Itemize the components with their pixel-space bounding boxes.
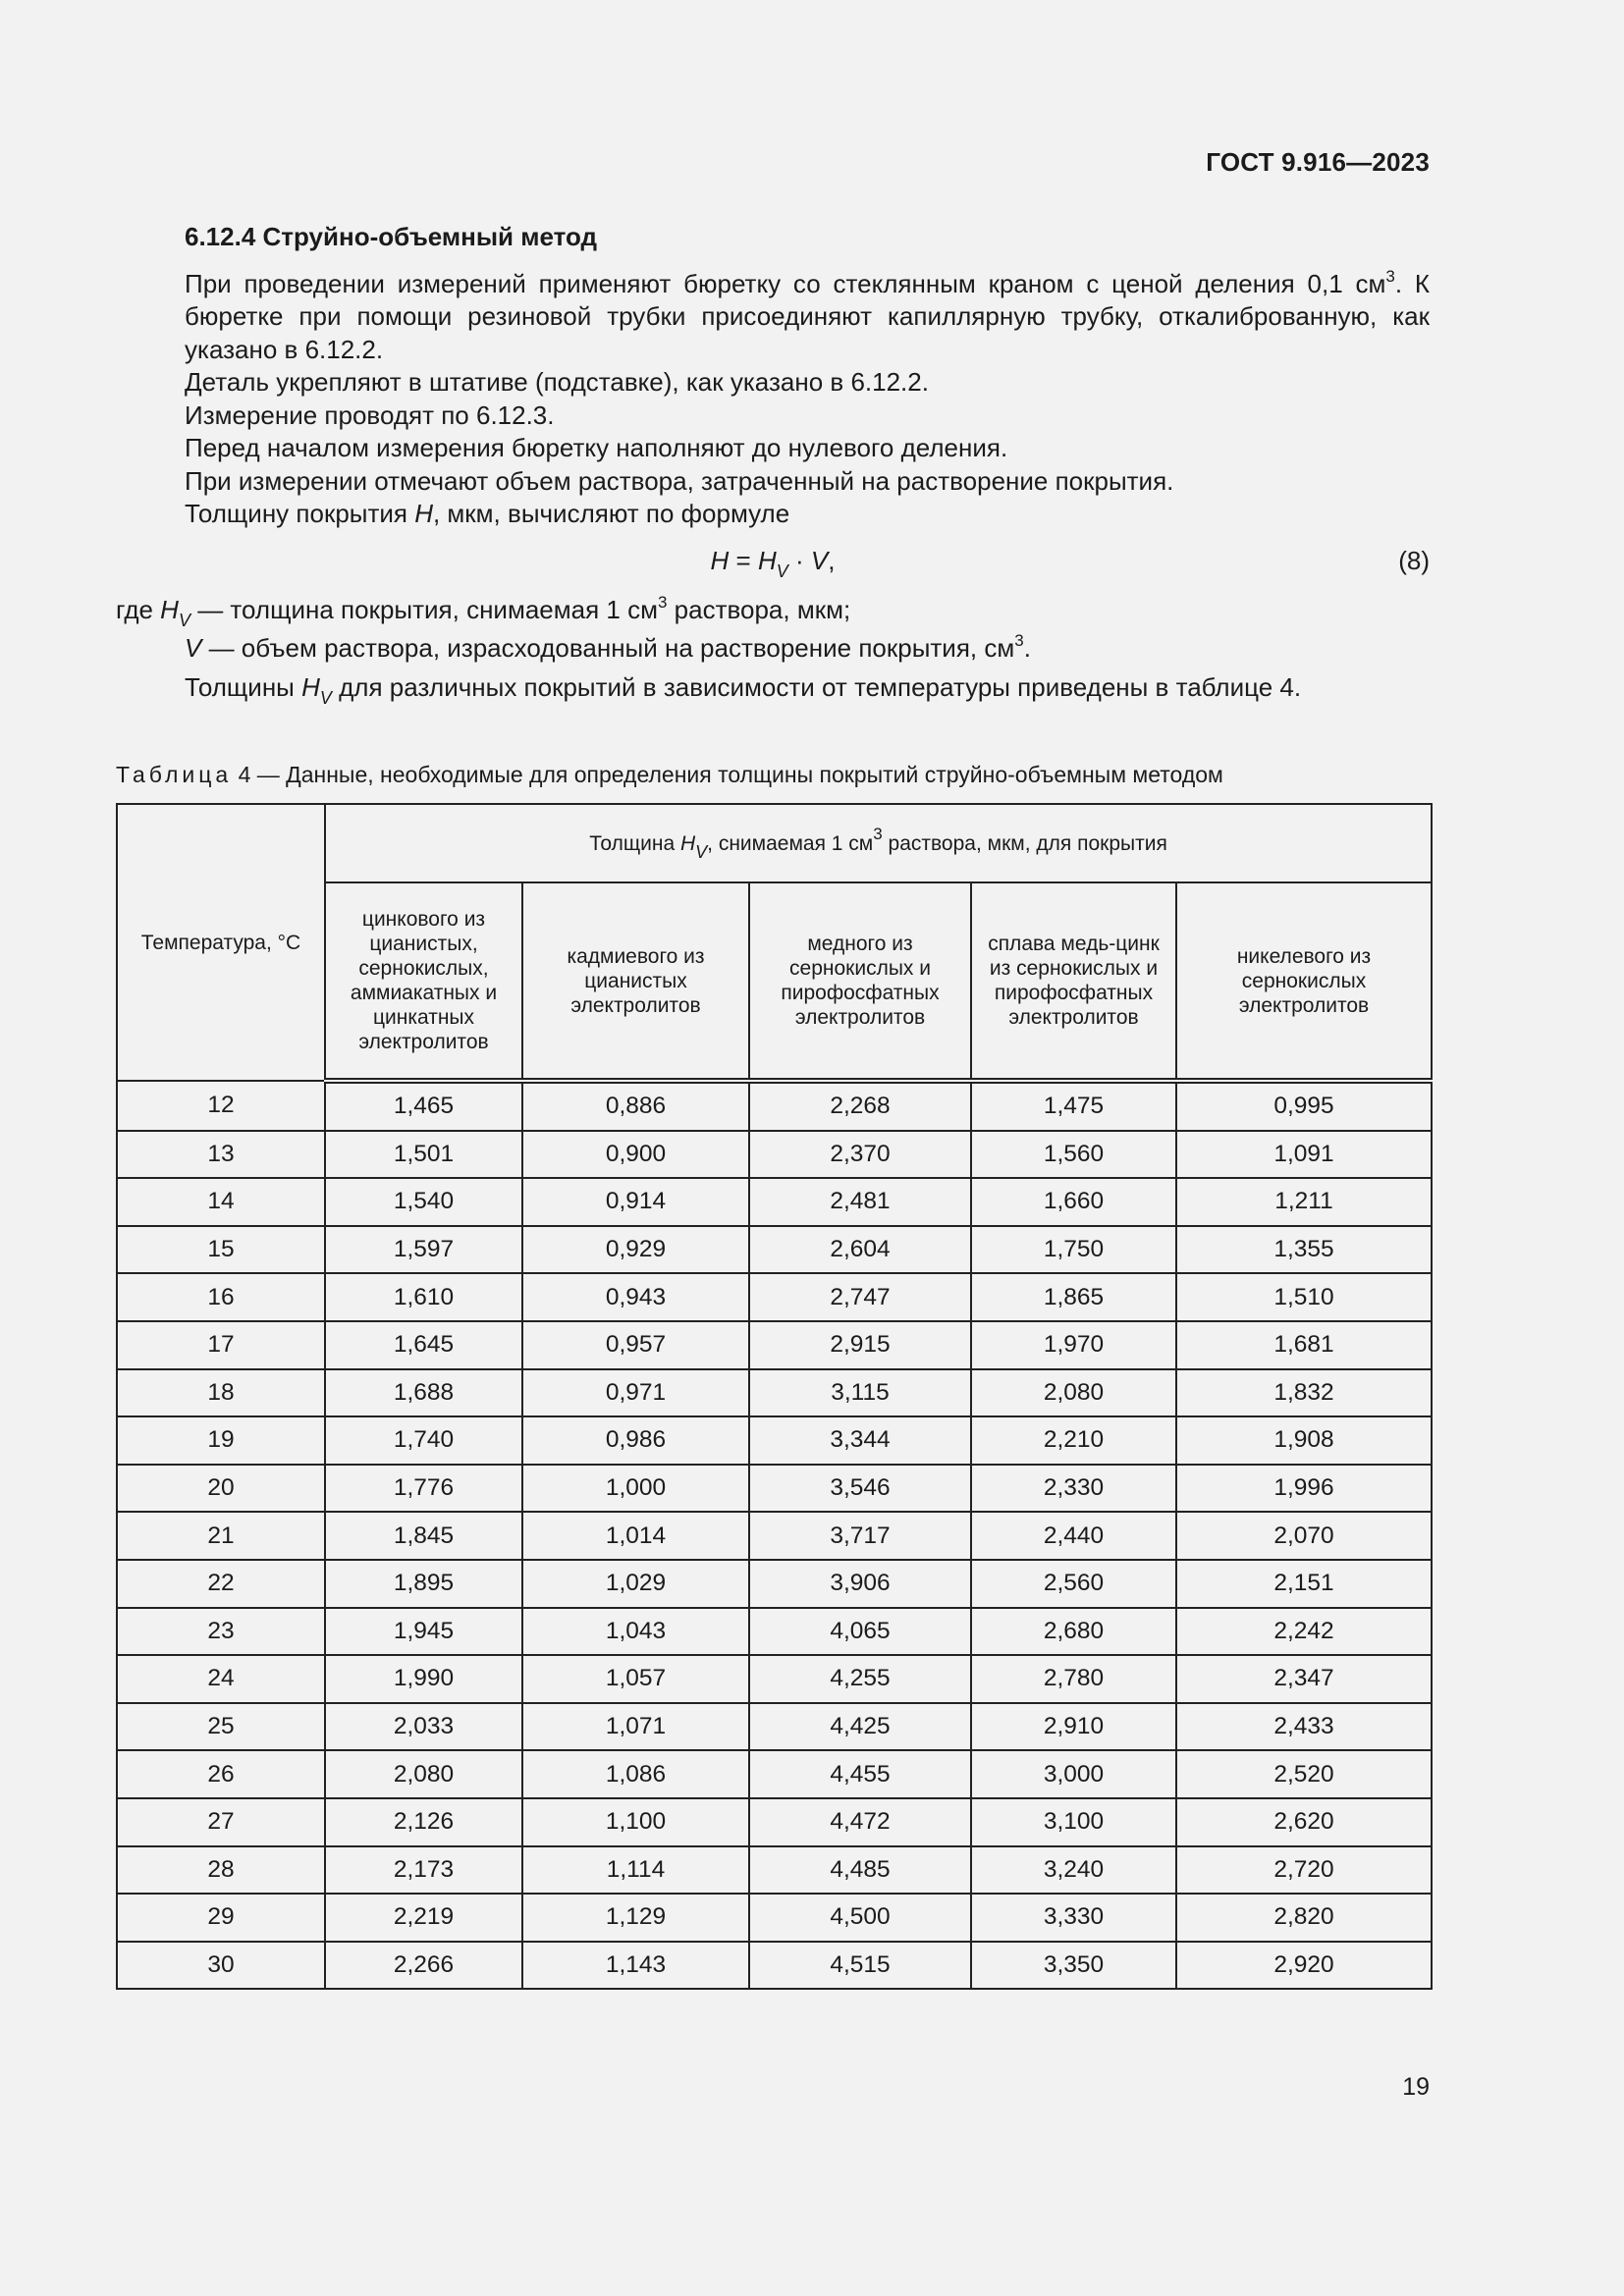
thickness-cell: 2,070	[1176, 1512, 1432, 1560]
thickness-cell: 1,597	[325, 1226, 522, 1274]
table-row	[117, 1416, 1432, 1465]
paragraph-thickness: Толщину покрытия H, мкм, вычисляют по формуле	[185, 499, 790, 528]
header-cadmium: кадмиевого из цианистых электролитов	[522, 882, 749, 1081]
thickness-cell: 3,000	[971, 1750, 1176, 1798]
thickness-cell: 2,680	[971, 1608, 1176, 1656]
thickness-cell: 2,266	[325, 1942, 522, 1990]
thickness-cell: 0,914	[522, 1178, 749, 1226]
table-row	[117, 1226, 1432, 1274]
table-row	[117, 1273, 1432, 1321]
temperature-cell: 19	[117, 1416, 325, 1465]
thickness-cell: 2,747	[749, 1273, 971, 1321]
thickness-cell: 1,057	[522, 1655, 749, 1703]
table-row	[117, 1894, 1432, 1942]
temperature-cell: 16	[117, 1273, 325, 1321]
table-row	[117, 1321, 1432, 1369]
table-row	[117, 1608, 1432, 1656]
table-row	[117, 1846, 1432, 1895]
thickness-cell: 1,560	[971, 1131, 1176, 1179]
temperature-cell: 29	[117, 1894, 325, 1942]
table-row	[117, 1703, 1432, 1751]
thickness-cell: 0,986	[522, 1416, 749, 1465]
table-row	[117, 1369, 1432, 1417]
table-row	[117, 1750, 1432, 1798]
paragraph-measurement: Измерение проводят по 6.12.3.	[185, 400, 555, 430]
thickness-cell: 1,510	[1176, 1273, 1432, 1321]
thickness-cell: 1,014	[522, 1512, 749, 1560]
thickness-cell: 2,820	[1176, 1894, 1432, 1942]
thickness-cell: 1,990	[325, 1655, 522, 1703]
thickness-cell: 4,425	[749, 1703, 971, 1751]
temperature-cell: 20	[117, 1465, 325, 1513]
thickness-cell: 1,091	[1176, 1131, 1432, 1179]
thickness-cell: 0,957	[522, 1321, 749, 1369]
thickness-cell: 1,355	[1176, 1226, 1432, 1274]
thickness-cell: 3,330	[971, 1894, 1176, 1942]
temperature-cell: 23	[117, 1608, 325, 1656]
thickness-cell: 1,895	[325, 1560, 522, 1608]
thickness-cell: 0,929	[522, 1226, 749, 1274]
thickness-cell: 4,472	[749, 1798, 971, 1846]
temperature-cell: 14	[117, 1178, 325, 1226]
temperature-cell: 30	[117, 1942, 325, 1990]
thickness-cell: 2,330	[971, 1465, 1176, 1513]
thickness-cell: 4,485	[749, 1846, 971, 1895]
temperature-cell: 26	[117, 1750, 325, 1798]
definition-hv: где $H_V$ — толщина покрытия, снимаемая 1 $см^3$ раствора, мкм;	[116, 592, 851, 630]
thickness-cell: 2,915	[749, 1321, 971, 1369]
table-row	[117, 1560, 1432, 1608]
thickness-cell: 2,520	[1176, 1750, 1432, 1798]
thickness-cell: 1,475	[971, 1081, 1176, 1131]
table-row	[117, 1465, 1432, 1513]
thickness-cell: 0,900	[522, 1131, 749, 1179]
thickness-cell: 1,000	[522, 1465, 749, 1513]
thickness-cell: 1,645	[325, 1321, 522, 1369]
thickness-cell: 2,433	[1176, 1703, 1432, 1751]
thickness-cell: 3,546	[749, 1465, 971, 1513]
thickness-cell: 1,750	[971, 1226, 1176, 1274]
thickness-cell: 2,370	[749, 1131, 971, 1179]
thickness-cell: 2,219	[325, 1894, 522, 1942]
thickness-cell: 3,717	[749, 1512, 971, 1560]
thickness-cell: 2,620	[1176, 1798, 1432, 1846]
thickness-cell: 3,906	[749, 1560, 971, 1608]
temperature-cell: 17	[117, 1321, 325, 1369]
thickness-cell: 2,604	[749, 1226, 971, 1274]
paragraph-filling: Перед началом измерения бюретку наполняют до нулевого деления.	[185, 433, 1008, 462]
paragraph-burette: При проведении измерений применяют бюретку со стеклянным краном с ценой деления 0,1 $см^3$. К бюретке при помощи резиновой трубки присоединяют капиллярную трубку, откалиброванную, как указано в 6.12.2.	[185, 266, 1431, 364]
paragraph-table-reference: Толщины $H_V$ для различных покрытий в зависимости от температуры приведены в таблице 4.	[185, 671, 1302, 708]
thickness-cell: 1,100	[522, 1798, 749, 1846]
header-temperature: Температура, °С	[117, 804, 325, 1081]
thickness-cell: 1,086	[522, 1750, 749, 1798]
table-row	[117, 1655, 1432, 1703]
thickness-cell: 1,211	[1176, 1178, 1432, 1226]
thickness-cell: 0,995	[1176, 1081, 1432, 1131]
thickness-cell: 4,515	[749, 1942, 971, 1990]
thickness-cell: 1,610	[325, 1273, 522, 1321]
thickness-cell: 2,780	[971, 1655, 1176, 1703]
table-row	[117, 1178, 1432, 1226]
temperature-cell: 13	[117, 1131, 325, 1179]
thickness-cell: 1,129	[522, 1894, 749, 1942]
header-copper: медного из сернокислых и пирофосфатных электролитов	[749, 882, 971, 1081]
header-copper-zinc: сплава медь-цинк из сернокислых и пирофосфатных электролитов	[971, 882, 1176, 1081]
table-row	[117, 1798, 1432, 1846]
thickness-cell: 1,540	[325, 1178, 522, 1226]
thickness-cell: 4,455	[749, 1750, 971, 1798]
section-body	[116, 221, 1431, 708]
thickness-cell: 0,886	[522, 1081, 749, 1131]
thickness-cell: 2,920	[1176, 1942, 1432, 1990]
thickness-table	[116, 803, 1433, 1990]
thickness-cell: 1,143	[522, 1942, 749, 1990]
thickness-cell: 3,344	[749, 1416, 971, 1465]
thickness-cell: 2,347	[1176, 1655, 1432, 1703]
thickness-cell: 1,832	[1176, 1369, 1432, 1417]
formula-row	[116, 539, 1430, 582]
thickness-cell: 1,865	[971, 1273, 1176, 1321]
thickness-cell: 1,740	[325, 1416, 522, 1465]
thickness-cell: 1,043	[522, 1608, 749, 1656]
formula: $H = H_V \cdot V$,	[710, 545, 836, 581]
thickness-cell: 2,242	[1176, 1608, 1432, 1656]
thickness-cell: 2,173	[325, 1846, 522, 1895]
temperature-cell: 27	[117, 1798, 325, 1846]
table-row	[117, 1081, 1432, 1131]
thickness-cell: 2,560	[971, 1560, 1176, 1608]
thickness-cell: 3,240	[971, 1846, 1176, 1895]
thickness-cell: 1,071	[522, 1703, 749, 1751]
thickness-cell: 1,845	[325, 1512, 522, 1560]
thickness-cell: 2,033	[325, 1703, 522, 1751]
thickness-cell: 1,114	[522, 1846, 749, 1895]
temperature-cell: 22	[117, 1560, 325, 1608]
thickness-cell: 0,943	[522, 1273, 749, 1321]
temperature-cell: 12	[117, 1081, 325, 1131]
thickness-cell: 2,720	[1176, 1846, 1432, 1895]
temperature-cell: 18	[117, 1369, 325, 1417]
thickness-cell: 2,910	[971, 1703, 1176, 1751]
thickness-cell: 4,500	[749, 1894, 971, 1942]
table-body	[117, 1081, 1432, 1989]
table-row	[117, 1942, 1432, 1990]
thickness-cell: 1,465	[325, 1081, 522, 1131]
header-zinc: цинкового из цианистых, сернокислых, аммиакатных и цинкатных электролитов	[325, 882, 522, 1081]
thickness-cell: 1,688	[325, 1369, 522, 1417]
standard-designation: ГОСТ 9.916—2023	[1206, 147, 1430, 177]
temperature-cell: 28	[117, 1846, 325, 1895]
page-number: 19	[1402, 2073, 1430, 2101]
temperature-cell: 15	[117, 1226, 325, 1274]
thickness-cell: 1,970	[971, 1321, 1176, 1369]
thickness-cell: 2,080	[325, 1750, 522, 1798]
thickness-cell: 3,350	[971, 1942, 1176, 1990]
paragraph-volume: При измерении отмечают объем раствора, затраченный на растворение покрытия.	[185, 465, 1174, 496]
thickness-cell: 2,080	[971, 1369, 1176, 1417]
thickness-cell: 1,945	[325, 1608, 522, 1656]
thickness-cell: 2,268	[749, 1081, 971, 1131]
temperature-cell: 24	[117, 1655, 325, 1703]
thickness-cell: 3,100	[971, 1798, 1176, 1846]
thickness-cell: 4,065	[749, 1608, 971, 1656]
thickness-cell: 0,971	[522, 1369, 749, 1417]
table-row	[117, 1131, 1432, 1179]
header-nickel: никелевого из сернокислых электролитов	[1176, 882, 1432, 1081]
thickness-cell: 1,501	[325, 1131, 522, 1179]
section-heading: 6.12.4 Струйно-объемный метод	[185, 222, 598, 251]
definition-v: V — объем раствора, израсходованный на растворение покрытия, $см^3$.	[185, 631, 1031, 663]
thickness-cell: 2,481	[749, 1178, 971, 1226]
header-thickness-group: Толщина $H_V$, снимаемая 1 $см^3$ раствора, мкм, для покрытия	[325, 804, 1432, 882]
thickness-cell: 2,151	[1176, 1560, 1432, 1608]
thickness-cell: 1,660	[971, 1178, 1176, 1226]
thickness-cell: 1,996	[1176, 1465, 1432, 1513]
thickness-cell: 2,440	[971, 1512, 1176, 1560]
paragraph-mounting: Деталь укрепляют в штативе (подставке), как указано в 6.12.2.	[185, 367, 929, 397]
thickness-cell: 1,681	[1176, 1321, 1432, 1369]
temperature-cell: 21	[117, 1512, 325, 1560]
thickness-cell: 1,776	[325, 1465, 522, 1513]
table-caption: Таблица 4 — Данные, необходимые для определения толщины покрытий струйно-объемным методом	[116, 762, 1223, 787]
table-row	[117, 1512, 1432, 1560]
temperature-cell: 25	[117, 1703, 325, 1751]
thickness-cell: 4,255	[749, 1655, 971, 1703]
equation-number: (8)	[1398, 545, 1430, 575]
thickness-cell: 1,908	[1176, 1416, 1432, 1465]
thickness-cell: 2,210	[971, 1416, 1176, 1465]
thickness-cell: 3,115	[749, 1369, 971, 1417]
thickness-cell: 2,126	[325, 1798, 522, 1846]
thickness-cell: 1,029	[522, 1560, 749, 1608]
